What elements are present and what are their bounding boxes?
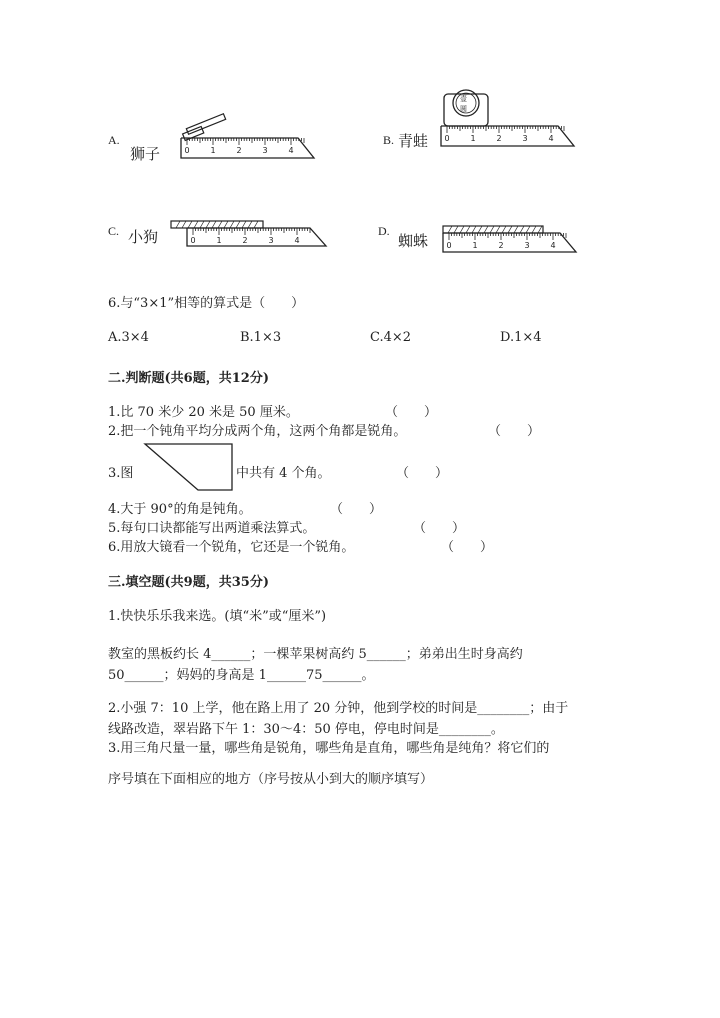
ruler-number: 4 <box>548 134 554 143</box>
ruler-frog-figure <box>438 84 580 150</box>
q6-option-d: D.1×4 <box>500 330 542 345</box>
judge-4-paren: （ ） <box>330 502 383 517</box>
judge-2-paren: （ ） <box>488 424 541 439</box>
ruler-number: 4 <box>294 236 300 245</box>
judge-3-prefix: 3.图 <box>108 466 134 481</box>
ruler-number: 2 <box>236 146 242 155</box>
coin-char-1: 壹 <box>460 95 467 103</box>
ruler-number: 2 <box>242 236 248 245</box>
ruler-dog-figure <box>170 212 330 252</box>
ruler-number: 3 <box>524 241 530 250</box>
option-c-letter: C. <box>108 224 120 238</box>
fill-1-line-2: 50______；妈妈的身高是 1______75______。 <box>108 668 375 683</box>
judge-6-paren: （ ） <box>441 540 494 555</box>
ruler-number: 0 <box>446 241 452 250</box>
ruler-number: 2 <box>498 241 504 250</box>
option-d-letter: D. <box>378 224 390 238</box>
coin-char-2: 圆 <box>460 105 467 113</box>
ruler-number: 1 <box>470 134 476 143</box>
ruler-number: 2 <box>496 134 502 143</box>
option-d-animal: 蜘蛛 <box>398 232 429 250</box>
ruler-number: 0 <box>190 236 196 245</box>
option-c-animal: 小狗 <box>128 228 159 246</box>
option-b-animal: 青蛙 <box>398 132 429 150</box>
ruler-number: 4 <box>550 241 556 250</box>
section3-heading: 三.填空题(共9题，共35分) <box>108 575 269 590</box>
q6-option-c: C.4×2 <box>370 330 412 345</box>
ruler-number: 3 <box>522 134 528 143</box>
judge-1-paren: （ ） <box>385 405 438 420</box>
judge-4-text: 4.大于 90°的角是钝角。 <box>108 502 252 517</box>
q6-option-b: B.1×3 <box>240 330 282 345</box>
option-a-letter: A. <box>108 133 120 147</box>
quadrilateral-figure <box>140 442 236 494</box>
q6-option-a: A.3×4 <box>108 330 149 345</box>
ruler-number: 3 <box>268 236 274 245</box>
ruler-number: 1 <box>216 236 222 245</box>
option-b-letter: B. <box>383 133 395 147</box>
fill-3-line-2: 序号填在下面相应的地方（序号按从小到大的顺序填写） <box>108 772 434 787</box>
fill-2-line-2: 线路改造，翠岩路下午 1：30～4：50 停电，停电时间是________。 <box>108 722 504 737</box>
ruler-number: 0 <box>444 134 450 143</box>
judge-6-text: 6.用放大镜看一个锐角，它还是一个锐角。 <box>108 540 355 555</box>
fill-3-line-1: 3.用三角尺量一量，哪些角是锐角，哪些角是直角，哪些角是纯角？将它们的 <box>108 741 550 756</box>
fill-1-line-1: 教室的黑板约长 4______；一棵苹果树高约 5______；弟弟出生时身高约 <box>108 647 523 662</box>
ruler-number: 1 <box>210 146 216 155</box>
judge-3-paren: （ ） <box>396 466 449 481</box>
judge-5-text: 5.每句口诀都能写出两道乘法算式。 <box>108 521 316 536</box>
section2-heading: 二.判断题(共6题，共12分) <box>108 371 269 386</box>
ruler-number: 4 <box>288 146 294 155</box>
q6-question: 6.与“3×1”相等的算式是（ ） <box>108 296 305 311</box>
ruler-number: 3 <box>262 146 268 155</box>
ruler-spider-figure <box>440 218 582 258</box>
judge-5-paren: （ ） <box>413 521 466 536</box>
judge-2-text: 2.把一个钝角平均分成两个角，这两个角都是锐角。 <box>108 424 407 439</box>
fill-1-title: 1.快快乐乐我来选。(填“米”或“厘米”) <box>108 609 327 624</box>
fill-2-line-1: 2.小强 7：10 上学，他在路上用了 20 分钟，他到学校的时间是________；由于 <box>108 701 569 716</box>
option-a-animal: 狮子 <box>130 145 161 163</box>
ruler-lion-figure <box>178 110 320 160</box>
ruler-number: 0 <box>184 146 190 155</box>
judge-1-text: 1.比 70 米少 20 米是 50 厘米。 <box>108 405 299 420</box>
ruler-number: 1 <box>472 241 478 250</box>
judge-3-suffix: 中共有 4 个角。 <box>236 466 331 481</box>
